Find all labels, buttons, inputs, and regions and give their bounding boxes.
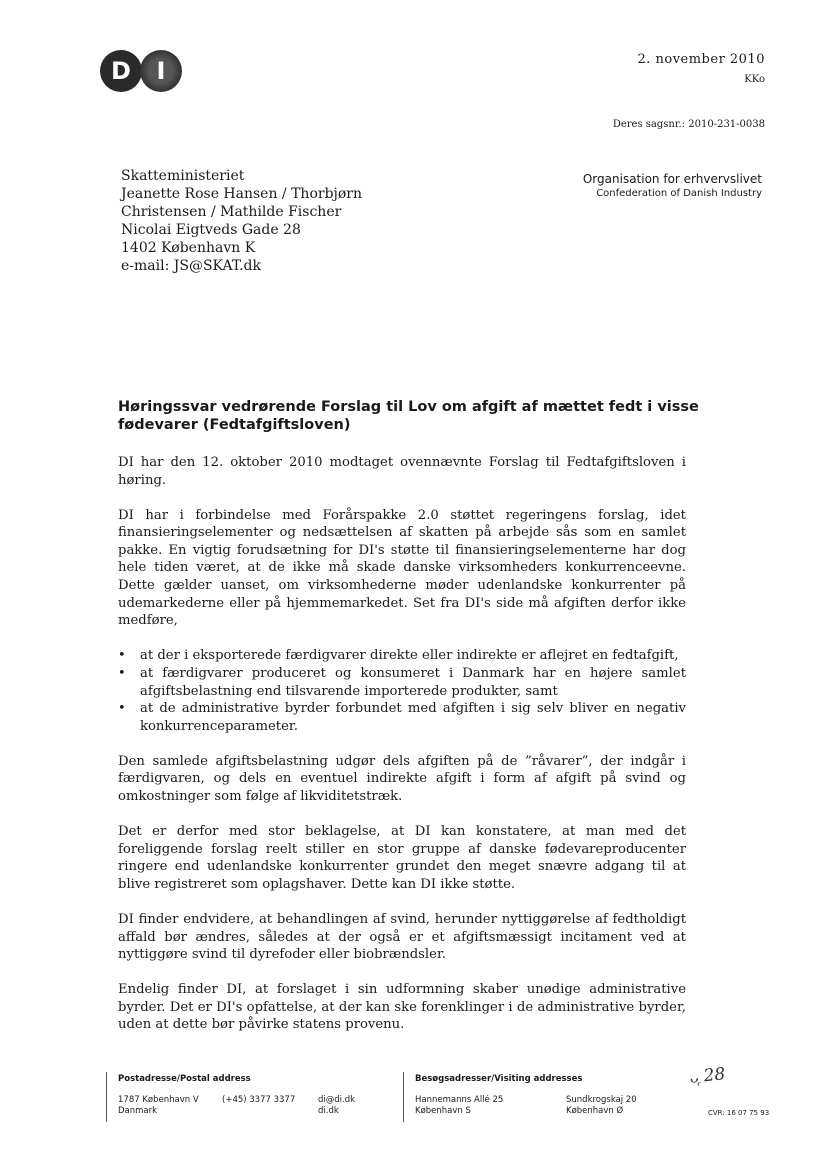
case-number: Deres sagsnr.: 2010-231-0038 [612, 119, 765, 130]
handwritten-note: ᴗ᷊ 28 [689, 1064, 727, 1088]
logo-letter-i: I [140, 50, 182, 92]
website: di.dk [318, 1106, 339, 1116]
body-paragraph: DI har den 12. oktober 2010 modtaget ovennævnte Forslag til Fedtafgiftsloven i høring. [118, 455, 686, 488]
footer-divider [403, 1072, 404, 1122]
visiting-line: København Ø [566, 1106, 624, 1116]
body-paragraph: DI finder endvidere, at behandlingen af svind, herunder nyttiggørelse af fedtholdigt affald bør ændres, således at der også er et afgiftsmæssigt incitament ved at nyttiggøre svind til dyrefoder eller biobrændsler. [118, 911, 686, 963]
bullet-list [118, 647, 686, 735]
visiting-line: Hannemanns Allé 25 [415, 1095, 504, 1105]
organisation-block [583, 172, 762, 199]
email-address: di@di.dk [318, 1095, 356, 1105]
bullet-item: • at færdigvarer produceret og konsumeret i Danmark har en højere samlet afgiftsbelastning end tilsvarende importerede produkter, samt [118, 665, 686, 700]
body-paragraph: DI har i forbindelse med Forårspakke 2.0 støttet regeringens forslag, idet finansieringselementer og nedsættelsen af skatten på arbejde sås som en samlet pakke. En vigtig forudsætning for DI's støtte til finansieringselementerne har dog hele tiden været, at de ikke må skade danske virksomheders konkurrenceevne. Dette gælder uanset, om virksomhederne møder udenlandske konkurrenter på udemarkederne eller på hjemmemarkedet. Set fra DI's side må afgiften derfor ikke medføre, [118, 507, 686, 629]
organisation-name: Organisation for erhvervslivet [582, 172, 762, 186]
bullet-item: • at de administrative byrder forbundet med afgiften i sig selv bliver en negativ konkurrenceparameter. [118, 700, 686, 735]
visiting-line: Sundkrogskaj 20 [566, 1095, 637, 1105]
recipient-address [121, 167, 362, 275]
body-paragraph: Den samlede afgiftsbelastning udgør dels afgiften på de ”råvarer”, der indgår i færdigvaren, og dels en eventuel indirekte afgift i form af afgift på svind og omkostninger som følge af likviditetstræk. [118, 753, 686, 804]
postal-line: Danmark [118, 1106, 158, 1116]
recipient-line: e-mail: JS@SKAT.dk [121, 258, 261, 274]
footer-divider [106, 1072, 107, 1122]
recipient-line: Jeanette Rose Hansen / Thorbjørn [121, 186, 363, 202]
visiting-address-2 [566, 1095, 637, 1117]
body-paragraph: Endelig finder DI, at forslaget i sin udformning skaber unødige administrative byrder. Det er DI's opfattelse, at der kan ske forenklinger i de administrative byrder, uden at dette bør påvirke statens provenu. [118, 982, 686, 1033]
recipient-line: Skatteministeriet [121, 168, 245, 184]
cvr-number: CVR: 16 07 75 93 [708, 1109, 770, 1117]
postal-address-heading: Postadresse/Postal address [118, 1074, 251, 1084]
letter-date: 2. november 2010 [637, 52, 765, 67]
visiting-address-heading: Besøgsadresser/Visiting addresses [415, 1074, 583, 1084]
body-paragraph: Det er derfor med stor beklagelse, at DI kan konstatere, at man med det foreliggende forslag reelt stiller en stor gruppe af danske fødevareproducenter ringere end udenlandske konkurrenter grundet den meget snævre adgang til at blive registreret som oplagshaver. Dette kan DI ikke støtte. [118, 824, 686, 892]
recipient-line: 1402 København K [121, 240, 256, 256]
logo-letter-d: D [100, 50, 142, 92]
recipient-line: Nicolai Eigtveds Gade 28 [121, 222, 301, 238]
letter-subject: Høringssvar vedrørende Forslag til Lov om afgift af mættet fedt i visse fødevarer (Fedtafgiftsloven) [118, 399, 699, 433]
visiting-line: København S [415, 1106, 471, 1116]
di-logo [100, 50, 184, 94]
recipient-line: Christensen / Mathilde Fischer [121, 204, 342, 220]
visiting-address-1 [415, 1095, 503, 1117]
bullet-item: • at der i eksporterede færdigvarer direkte eller indirekte er aflejret en fedtafgift, [118, 647, 686, 665]
phone-number: (+45) 3377 3377 [222, 1095, 296, 1105]
sender-initials: KKo [744, 74, 765, 85]
postal-address [118, 1095, 199, 1117]
postal-line: 1787 København V [118, 1095, 199, 1105]
letter-body [118, 454, 686, 1052]
organisation-english-name: Confederation of Danish Industry [596, 188, 762, 199]
contact-web [318, 1095, 355, 1117]
